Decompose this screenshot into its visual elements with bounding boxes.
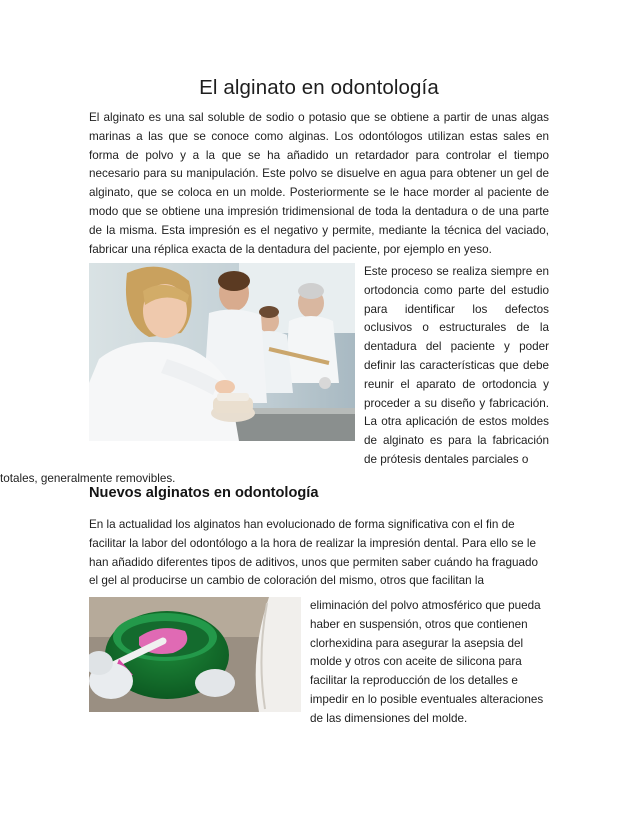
paragraph-additives: eliminación del polvo atmosférico que pueda haber en suspensión, otros que contienen clorhexidina para asegurar la asepsia del molde y otros con aceite de silicona para facilitar la reproducción de los detalles e impedir en lo posible eventuales alteraciones de las dimensiones del molde. xyxy=(310,599,544,725)
paragraph-new-alginates: En la actualidad los alginatos han evolucionado de forma significativa con el fin de facilitar la labor del odontólogo a la hora de realizar la impresión dental. Para ello se le han añadido diferentes tipos de aditivos, unos que permiten saber cuándo ha fraguado el gel al producirse un cambio de coloración del mismo, otros que facilitan la xyxy=(89,518,538,588)
paragraph-orthodontics-end: totales, generalmente removibles. xyxy=(0,471,176,485)
paragraph-orthodontics: Este proceso se realiza siempre en ortodoncia como parte del estudio para identificar los defectos oclusivos o estructurales de la dentadura del paciente y poder definir las características que debe reunir el aparato de ortodoncia y proceder a su diseño y fabricación. La otra aplicación de estos moldes de alginato es para la fabricación de prótesis dentales parciales o xyxy=(364,265,549,466)
section-orthodontics xyxy=(0,263,549,489)
section-additives xyxy=(89,597,549,729)
alginate-mixing-bowl-photo xyxy=(89,597,301,712)
section-heading-new-alginates: Nuevos alginatos en odontología xyxy=(89,485,319,501)
alginate-bowl-illustration xyxy=(89,597,301,712)
lab-technicians-illustration xyxy=(89,263,355,441)
document-title: El alginato en odontología xyxy=(199,76,439,99)
lab-technicians-photo xyxy=(89,263,355,441)
paragraph-intro: El alginato es una sal soluble de sodio o potasio que se obtiene a partir de unas algas marinas a las que se conoce como alginas. Los odontólogos utilizan estas sales en forma de polvo y a la que se ha añadido un retardador para controlar el tiempo necesario para su manipulación. Este polvo se disuelve en agua para obtener un gel de alginato, que se coloca en un molde. Posteriormente se le hace morder al paciente de modo que se obtiene una impresión tridimensional de toda la dentadura o de una parte de la misma. Esta impresión es el negativo y permite, mediante la técnica del vaciado, fabricar una réplica exacta de la dentadura del paciente, por ejemplo en yeso. xyxy=(89,111,549,256)
